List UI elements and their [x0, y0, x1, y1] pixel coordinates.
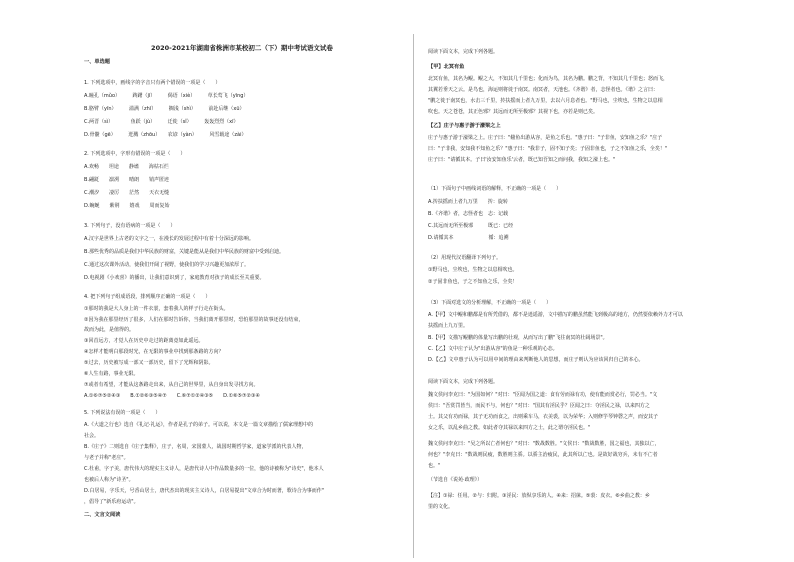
reading-intro-2: 阅读下面文本，完成下列各题。: [428, 379, 499, 385]
question-1-option-b: B.胳臂（yīn） 溢满（zhī） 搁浅（shì） 前赴后继（xū）: [84, 106, 245, 112]
question-1-option-a: A.瞳孔（mǔo） 踌躇（jī） 偈语（xiè） 草长莺飞（yīng）: [84, 93, 249, 99]
question-4-line-8: ⑦或者有希望，才能从这条路走出来，从自己的世界里，从自身出发寻找方向。: [84, 382, 259, 388]
text-c-line-7: 也。": [428, 463, 441, 469]
question-5-line-5: C.杜甫，字子美，唐代伟大的现实主义诗人，是唐代诗人中作品数量多的一位，他的诗被称为"诗史"，他本人: [84, 466, 324, 472]
question-2-option-a: A.欢畅 坦途 静谧 海枯石烂: [84, 164, 169, 170]
text-a-line-2: 其翼若垂天之云。是鸟也，海运则将徙于南冥。南冥者，天池也。《齐谐》者，志怪者也。《谐》之言曰：: [428, 87, 659, 93]
text-c-line-2: 侯曰："吾赏罚皆当，而民不与，何也？"对曰："国其有淫民乎？臣闻之曰：夺淫民之禄，以来四方之: [428, 403, 650, 409]
question-3-option-c: C.通过这次课外活动，使我们开阔了视野，使我们的学习兴趣更加浓厚了。: [84, 262, 250, 268]
subquestion-2-line-1: ①野马也，尘埃也，生物之以息相吹也。: [428, 267, 518, 273]
text-c-line-1: 魏文侯问李克曰："为国如何？"对曰："臣闻为国之道：食有劳而禄有功，使有能而赏必行，罚必当。"文: [428, 392, 658, 398]
text-b-line-1: 庄子与惠子游于濠梁之上。庄子曰："鯈鱼出游从容，是鱼之乐也。"惠子曰："子非鱼，安知鱼之乐？"庄子: [428, 135, 663, 141]
question-2-option-b: B.翩跹 凛冽 晴朗 销声匿迹: [84, 177, 170, 183]
subquestion-3-line-2: 扶摇而上九万里。: [428, 323, 469, 329]
question-1-option-d: D.骨髓（gē） 迸溅（zhōu） 农谚（yàn） 风雪载途（zài）: [84, 132, 247, 138]
question-1-stem: 1. 下列选项中，画线字的字音只有两个错误的一项是（ ）: [84, 80, 221, 86]
text-b-heading: 【乙】庄子与惠子游于濠梁之上: [428, 123, 501, 129]
question-5-line-3: B.《庄子》二则选自《庄子集释》，庄子，名周，宋国蒙人，战国时期哲学家，道家学派的代表人物，: [84, 444, 307, 450]
question-2-stem: 2. 下列选项中，字形有错误的一项是（ ）: [84, 151, 186, 157]
question-2-option-c: C.潮汐 凄厉 茫然 天衣无缝: [84, 190, 170, 196]
text-b-line-3: 庄子曰："请循其本。子曰'汝安知鱼乐'云者，既已知吾知之而问我，我知之濠上也。": [428, 157, 616, 163]
text-c-line-3: 士。其父有功而禄，其子无功而食之，出则乘车马，衣美裘，以为荣华；入则修竽琴钟磬之声，而安其子: [428, 414, 659, 420]
question-4-options: A.①⑥⑦⑤②④③ B.①②⑥③⑤④⑦ C.⑥⑦①②④③⑤ D.①⑥⑤⑦②③④: [84, 393, 260, 399]
text-b-line-2: 曰："子非我，安知我不知鱼之乐？"惠子曰："我非子，固不知子矣；子固非鱼也，子之不知鱼之乐，全矣！": [428, 146, 668, 152]
question-4-line-1: ①那时的我是大人身上的一件衣裳，套着我人的样子行走在街头。: [84, 306, 229, 312]
subquestion-3-line-4: C.【乙】文中庄子认为"出游从容"的鱼是一种乐观的心态。: [428, 346, 558, 352]
question-3-option-b: B.那些优秀的品质是我们中华民族的财富，关键是能从是我们中华民族的财富中受到启迪。: [84, 249, 285, 255]
subquestion-3-line-1: A.【甲】文中鲲和鹏都是有所凭借的，都不是逍遥游，文中描写的鹏虽然能飞到极高的地方，仍然要依赖外力才可以: [428, 312, 683, 318]
text-a-line-1: 北冥有鱼，其名为鲲。鲲之大，不知其几千里也；化而为鸟，其名为鹏。鹏之背，不知其几千里也；怒而飞，: [428, 76, 669, 82]
question-4-stem: 4. 把下列句子组成语段，排列顺序正确的一项是（ ）: [84, 294, 211, 300]
subquestion-3-line-5: D.【乙】文中惠子认为可以用中间的理由来判断他人的思想，而庄子则认为应该回归自己的本心。: [428, 357, 644, 363]
subquestion-3-line-3: B.【甲】文描写鲲鹏的体量写出鹏的壮观，从而写出了鹏"飞往南冥的壮阔场景"。: [428, 335, 608, 341]
question-2-option-d: D.蜿蜒 紫荆 嬉戏 周而复始: [84, 203, 170, 209]
subquestion-1-option-a: A.抟扶摇而上者九万里 抟：旋转: [428, 199, 508, 205]
section-heading-single-choice: 一、单选题: [84, 59, 110, 65]
subquestion-2-stem: （2）用现代汉语翻译下列句子。: [428, 255, 502, 261]
question-5-line-1: A.《大道之行也》选自《礼记·礼运》，作者是孔子的弟子。可以说，本文是一篇文章描绘了儒家理想中的: [84, 422, 314, 428]
question-4-line-2: ②因为我在那里经历了很多，人们在那时告诉你，当我们离开那里时，恐怕那里的故事还没有结束，: [84, 317, 304, 323]
text-a-heading: 【甲】北冥有鱼: [428, 64, 465, 70]
text-a-line-4: 吹也。天之苍苍，其正色邪？其远而无所至极邪？其视下也，亦若是则已矣。: [428, 109, 599, 115]
subquestion-2-line-2: ②子固非鱼也，子之不知鱼之乐，全矣！: [428, 279, 518, 285]
subquestion-3-stem: （3）下面对选文的分析理解，不正确的一项是（ ）: [428, 300, 552, 306]
text-c-line-6: 何也？"李克曰："数战则民疲，数胜则主骄。以骄主治疲民，此其所以亡也。是故好战穷兵，未有不亡者: [428, 452, 658, 458]
column-divider: [413, 34, 414, 558]
question-5-line-8: ，倡导了"新乐府运动"。: [84, 499, 139, 505]
question-5-line-2: 社会。: [84, 433, 100, 439]
page-title: 2020-2021年湖南省株洲市某校初二（下）期中考试语文试卷: [151, 44, 333, 52]
subquestion-1-option-b: B.《齐谐》者，志怪者也 志：记载: [428, 211, 509, 217]
annotation-line-2: 里的文化。: [428, 504, 454, 510]
question-5-line-4: 与老子并称"老庄"。: [84, 455, 129, 461]
question-4-line-6: ⑤过去，历史被写成一部又一部历史，留下了光辉和阴影。: [84, 360, 214, 366]
text-a-line-3: "鹏之徙于南冥也，水击三千里，抟扶摇而上者九万里，去以六月息者也。"野马也，尘埃也，生物之以息相: [428, 98, 663, 104]
text-c-line-5: 魏文侯问李克曰："吴之所以亡者何也？"对曰："数战数胜。"文侯曰："数战数胜，国之福也，其独以亡，: [428, 441, 660, 447]
question-3-stem: 3. 下列句子，没有语病的一项是（ ）: [84, 223, 176, 229]
question-1-option-c: C.两晋（sì） 鱼跃（jù） 迁徙（sǐ） 轰轰烈烈（xī）: [84, 119, 239, 125]
question-4-line-4: ③回首远方，才觉人在历史中走过的距离竟如此遥远。: [84, 338, 204, 344]
question-5-line-6: 也被后人称为"诗圣"。: [84, 477, 134, 483]
question-4-line-5: ④怎样才能明白那段时光，在无限的事业中找到那条路的方向？: [84, 349, 224, 355]
source-note: （节选自《说苑·政理》）: [428, 477, 483, 483]
section-heading-classical-reading: 二、文言文阅读: [84, 512, 121, 518]
question-3-option-a: A.汉字是世界上古老的文字之一，在漫长的发展过程中有着十分深远的影响。: [84, 236, 254, 242]
subquestion-1-option-d: D.请循其本 循：追溯: [428, 235, 509, 241]
question-4-line-7: ⑥人生有路，事业无限。: [84, 371, 139, 377]
reading-intro-1: 阅读下面文本，完成下列各题。: [428, 49, 499, 55]
question-5-line-7: D.白居易，字乐天，号香山居士，唐代杰出的现实主义诗人，白居易提出"文章合为时而著，歌诗合为事而作": [84, 488, 325, 494]
question-4-line-3: 故而为此，是值得的。: [84, 327, 135, 333]
question-3-option-d: D.电视剧《小欢喜》的播出，让我们意识到了，家庭教育对孩子的成长至关重要。: [84, 275, 265, 281]
question-5-stem: 5. 下列说法有误的一项是（ ）: [84, 410, 161, 416]
subquestion-1-option-c: C.其远而无所至极邪 既已：已经: [428, 223, 514, 229]
subquestion-1-stem: （1）下面句子中画线词语的解释，不正确的一项是（ ）: [428, 186, 562, 192]
text-c-line-4: 女之乐，以乱乡曲之教。如此者夺其禄以来四方之士，此之谓夺淫民也。": [428, 425, 591, 431]
annotation-line-1: 【注】①禄：任用。②与：归附。③淫民：放纵享乐的人。④来：招徕。⑤裘：皮衣。⑥乡曲之教：乡: [428, 493, 650, 499]
